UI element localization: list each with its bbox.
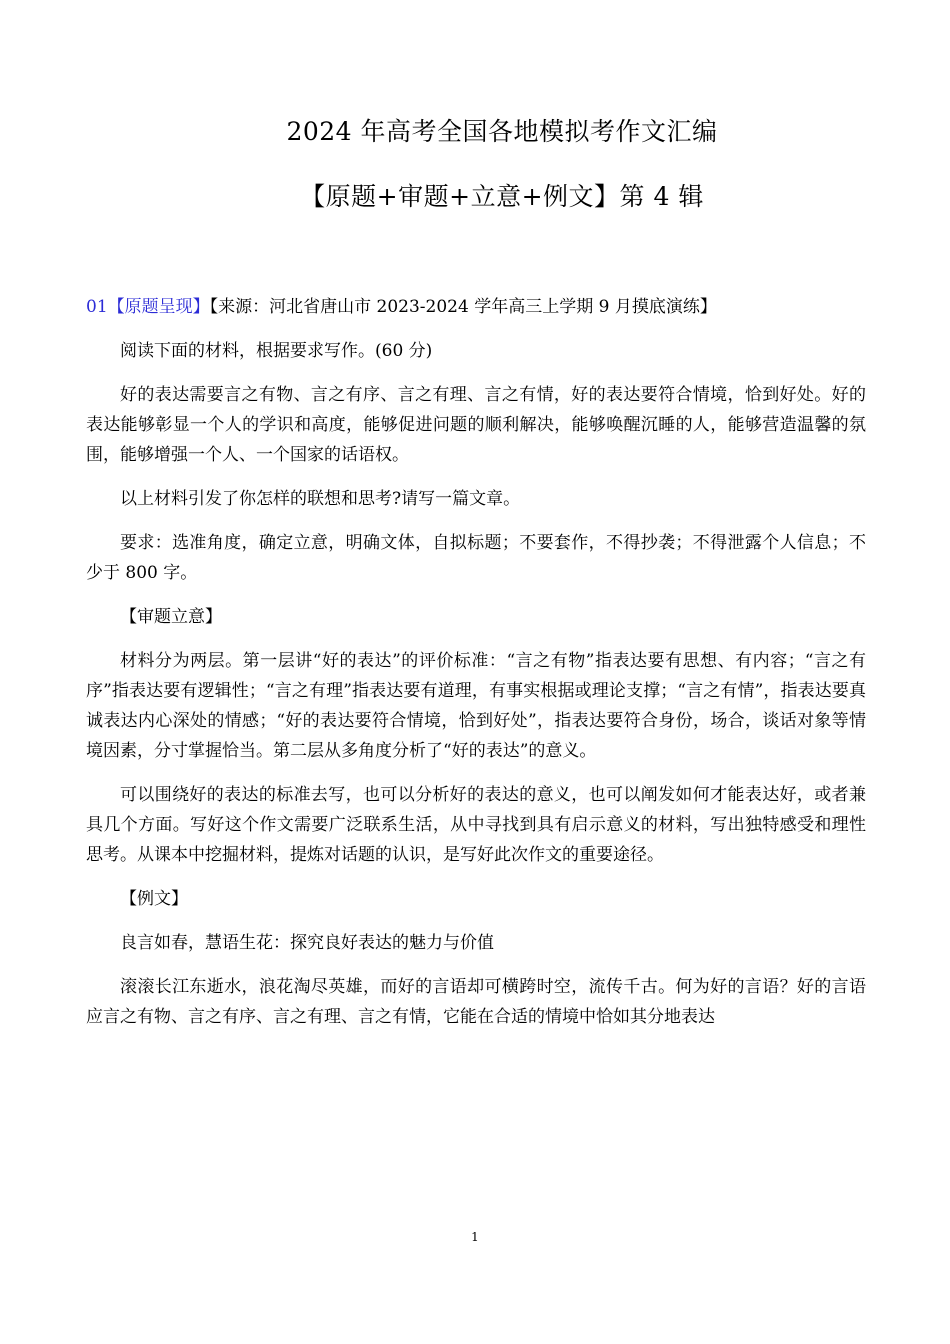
question-prompt: 以上材料引发了你怎样的联想和思考?请写一篇文章。 [120,489,521,509]
source-line [86,292,866,322]
document-subtitle: 【原题+审题+立意+例文】第 4 辑 [300,182,704,211]
analysis-paragraph-1: 材料分为两层。第一层讲“好的表达”的评价标准：“言之有物”指表达要有思想、有内容；“言之有序”指表达要有逻辑性；“言之有理”指表达要有道理，有事实根据或理论支撑；“言之有情”，指表达要真诚表达内心深处的情感；“好的表达要符合情境，恰到好处”，指表达要符合身份，场合，谈话对象等情境因素，分寸掌握恰当。第二层从多角度分析了“好的表达”的意义。 [86,651,866,761]
original-question-tag: 【原题呈现】 [107,297,210,317]
page-number: 1 [471,1230,479,1244]
item-number: 01 [86,297,108,317]
example-heading: 【例文】 [120,889,188,909]
essay-title: 良言如春，慧语生花：探究良好表达的魅力与价值 [120,933,494,953]
document-body [86,292,866,1046]
document-title: 2024 年高考全国各地模拟考作文汇编 [286,117,718,146]
question-material: 好的表达需要言之有物、言之有序、言之有理、言之有情，好的表达要符合情境，恰到好处。好的表达能够彰显一个人的学识和高度，能够促进问题的顺利解决，能够唤醒沉睡的人，能够营造温馨的氛围，能够增强一个人、一个国家的话语权。 [86,385,866,465]
question-requirements: 要求：选准角度，确定立意，明确文体，自拟标题；不要套作，不得抄袭；不得泄露个人信息；不少于 800 字。 [86,533,866,583]
analysis-paragraph-2: 可以围绕好的表达的标准去写，也可以分析好的表达的意义，也可以阐发如何才能表达好，或者兼具几个方面。写好这个作文需要广泛联系生活，从中寻找到具有启示意义的材料，写出独特感受和理性思考。从课本中挖掘材料，提炼对话题的认识，是写好此次作文的重要途径。 [86,785,866,865]
question-instruction: 阅读下面的材料，根据要求写作。(60 分) [120,341,433,361]
source-text: 【来源：河北省唐山市 2023-2024 学年高三上学期 9 月摸底演练】 [209,297,717,317]
analysis-heading: 【审题立意】 [120,607,222,627]
essay-paragraph-1: 滚滚长江东逝水，浪花淘尽英雄，而好的言语却可横跨时空，流传千古。何为好的言语？好的言语应言之有物、言之有序、言之有理、言之有情，它能在合适的情境中恰如其分地表达 [86,977,866,1027]
